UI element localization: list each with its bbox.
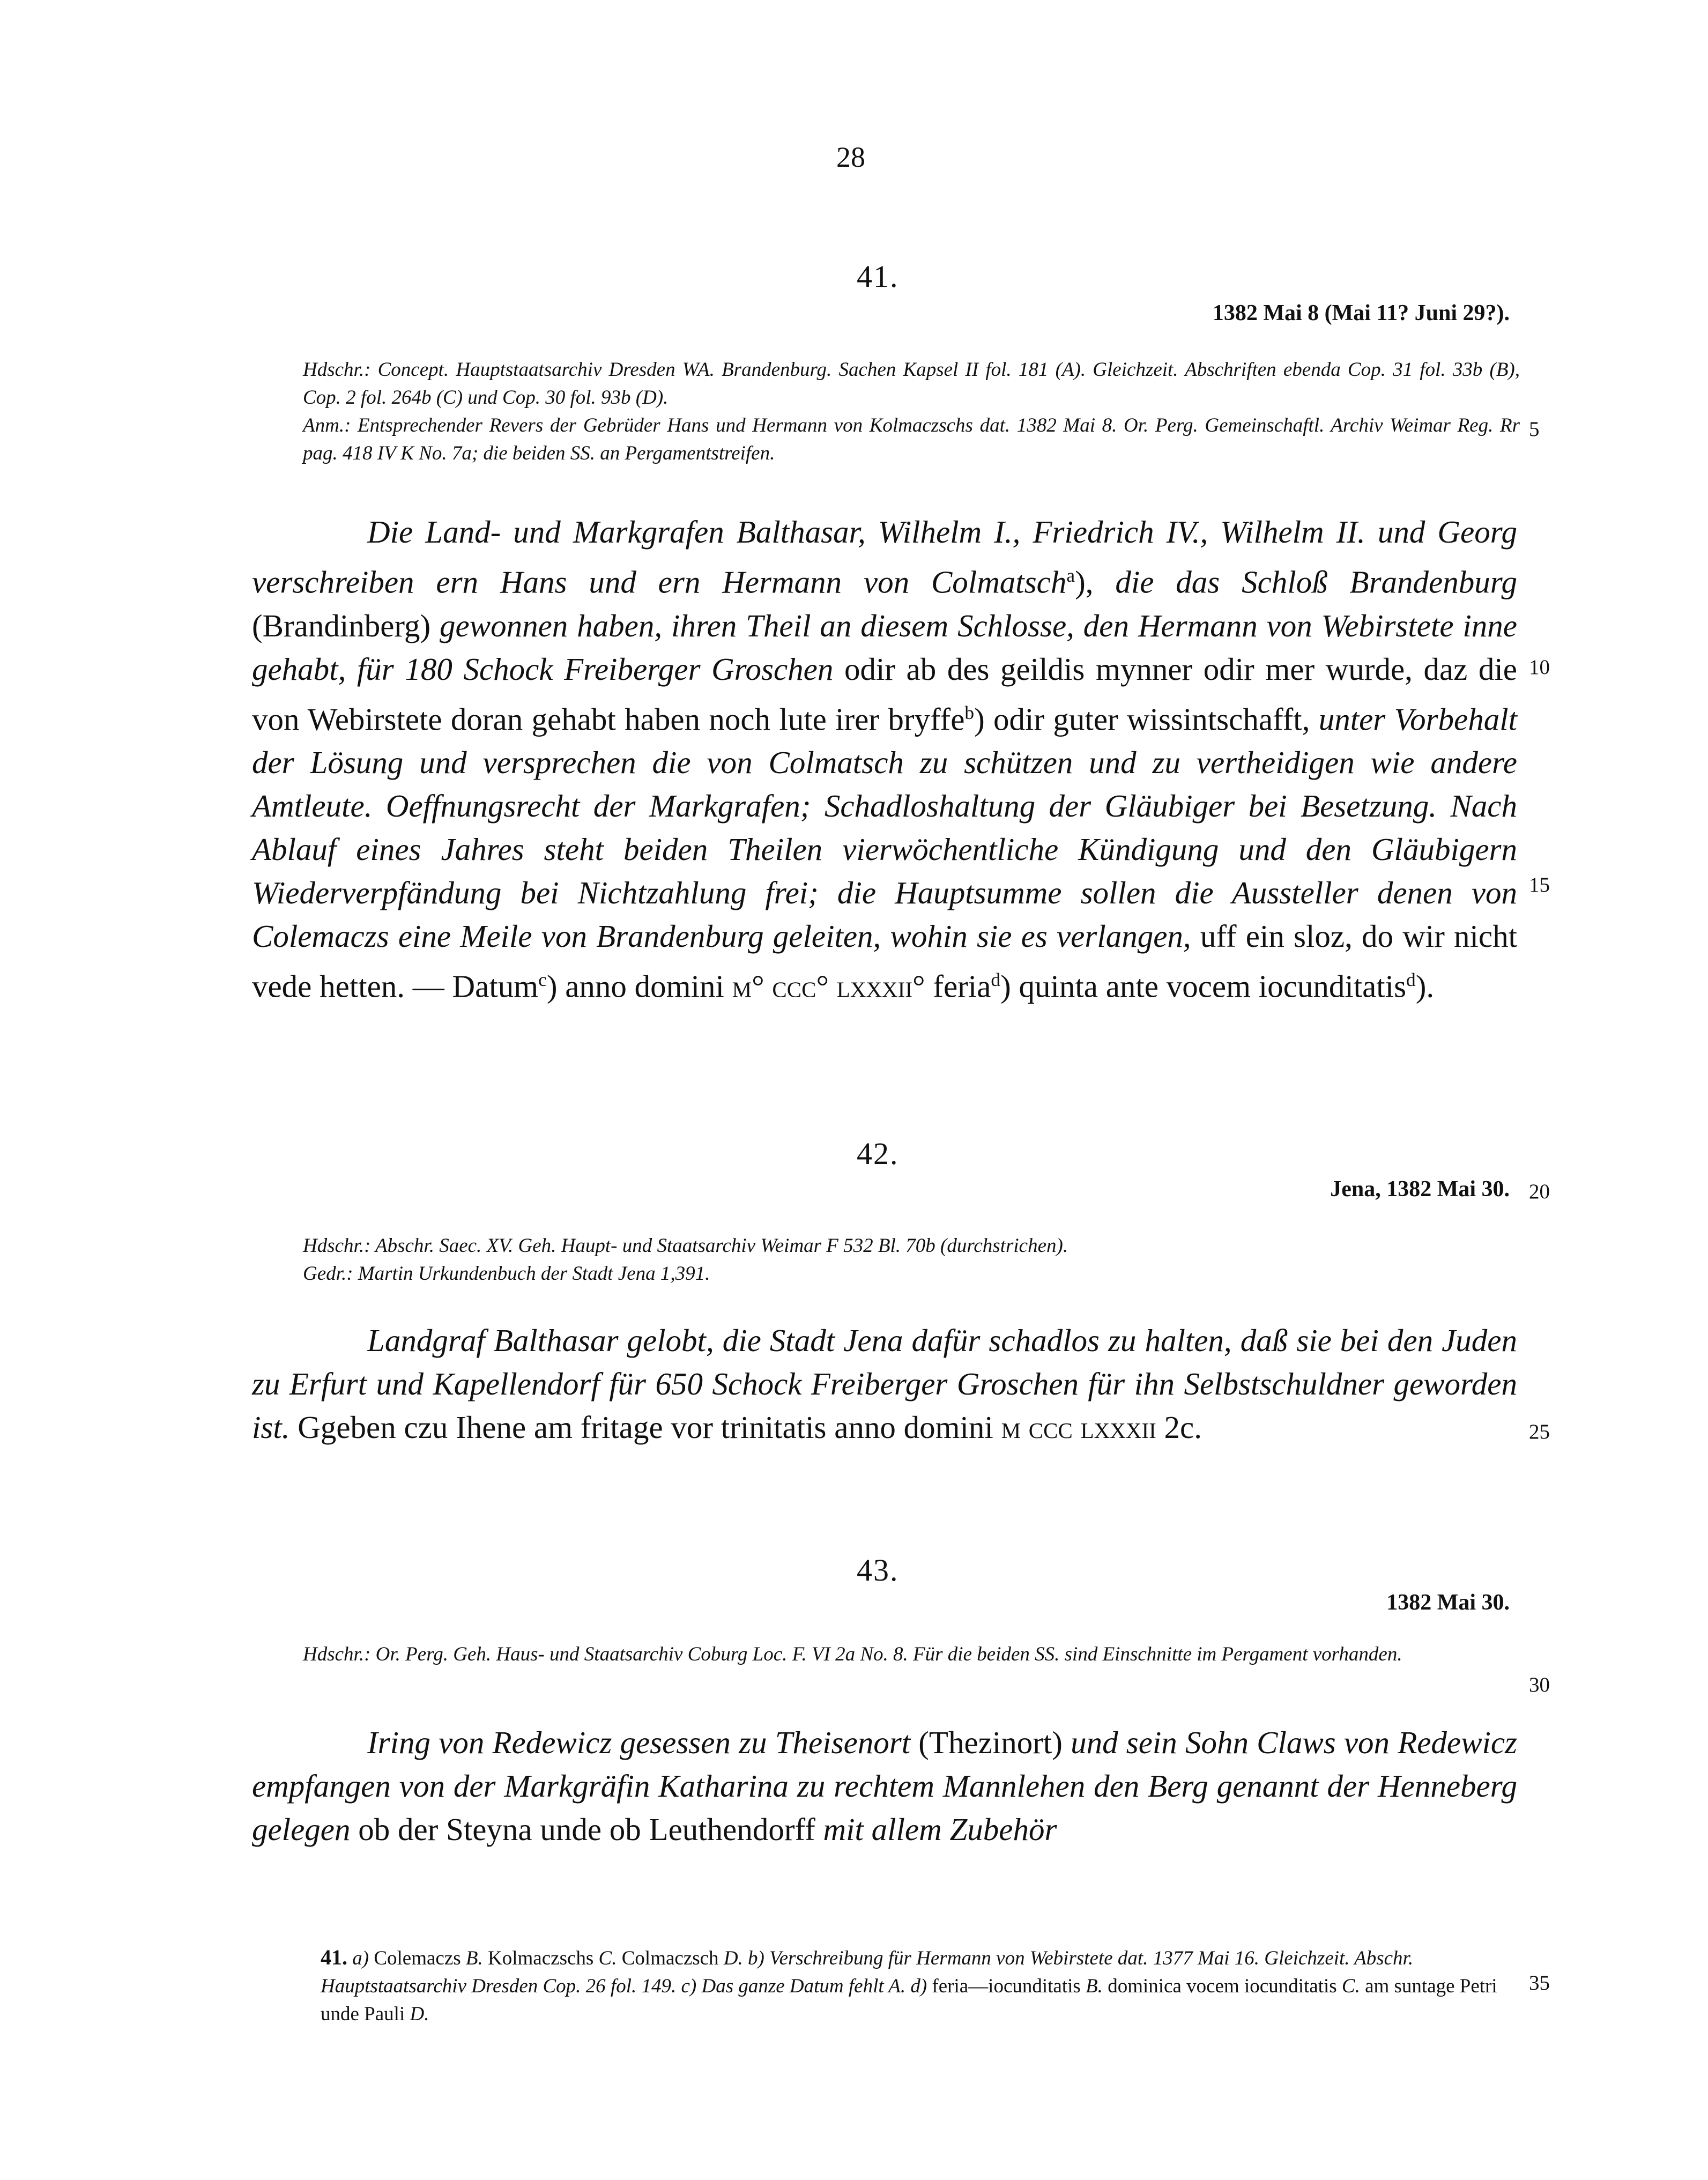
text-segment: die das Schloß Brandenburg xyxy=(1115,564,1518,600)
text-segment: ), xyxy=(1075,564,1116,600)
text-segment: C. xyxy=(598,1947,622,1969)
line-number-15: 15 xyxy=(1529,873,1550,896)
entry-42-text xyxy=(252,1319,1517,1449)
footnote-label: 41. xyxy=(321,1945,347,1969)
entry-42-number: 42. xyxy=(857,1136,899,1171)
text-segment: B. xyxy=(465,1947,488,1969)
footnote-text xyxy=(321,1944,1521,2028)
text-segment: ob der Steyna unde ob Leuthendorff xyxy=(358,1812,823,1847)
text-segment: m° ccc° lxxxii° xyxy=(732,968,925,1004)
text-segment: C. xyxy=(1341,1975,1365,1997)
footnote-body xyxy=(321,1947,1497,2025)
entry-42-print-note: Gedr.: Martin Urkundenbuch der Stadt Jena 1,391. xyxy=(303,1263,710,1285)
text-segment: Die Land- und Markgrafen Balthasar, Wilhelm I., Friedrich IV., Wilhelm II. und Georg verschreiben ern Hans und ern Hermann von Colmatsch xyxy=(252,514,1517,600)
text-segment: mit allem Zubehör xyxy=(823,1812,1057,1847)
text-segment: ) anno domini xyxy=(546,968,732,1004)
text-segment: Landgraf Balthasar gelobt, die Stadt Jena dafür schadlos zu halten, daß sie bei den Juden zu Erfurt und Kapellendorf für 650 Schock Freiberger Groschen für ihn Selbstschuldner geworden ist. xyxy=(252,1323,1517,1445)
text-segment: d xyxy=(1406,969,1416,991)
entry-43-body xyxy=(252,1721,1517,1851)
text-segment: Ggeben czu Ihene am fritage vor trinitatis anno domini xyxy=(298,1410,1001,1445)
text-segment: D. b) Verschreibung für Hermann von Webirstete dat. 1377 Mai 16. Gleichzeit. Abschr. Hauptstaatsarchiv Dresden Cop. 26 fol. 149. c) Das ganze Datum fehlt A. d) xyxy=(321,1947,1414,1997)
entry-42-date: Jena, 1382 Mai 30. xyxy=(1330,1177,1510,1202)
text-segment: a) xyxy=(352,1947,374,1969)
line-number-10: 10 xyxy=(1529,656,1550,679)
text-segment: D. xyxy=(410,2003,429,2025)
entry-42-body xyxy=(252,1319,1517,1449)
text-segment: odir ab des geildis mynner odir mer wurde, daz die von Webirstete doran gehabt haben noch lute irer bryffe xyxy=(252,651,1517,737)
entry-42-manuscript-note: Hdschr.: Abschr. Saec. XV. Geh. Haupt- und Staatsarchiv Weimar F 532 Bl. 70b (durchstrichen). xyxy=(303,1235,1068,1257)
entry-41-date: 1382 Mai 8 (Mai 11? Juni 29?). xyxy=(1212,301,1510,325)
text-segment: am suntage Petri unde Pauli xyxy=(321,1975,1497,2025)
text-segment: (Brandinberg) xyxy=(252,607,440,643)
text-segment: Kolmaczschs xyxy=(488,1947,599,1969)
text-segment: Colmaczsch xyxy=(621,1947,724,1969)
entry-43-number: 43. xyxy=(857,1553,899,1588)
text-segment: ) quinta ante vocem iocunditatis xyxy=(1000,968,1407,1004)
page-number: 28 xyxy=(836,141,865,173)
text-segment: (Thezinort) xyxy=(918,1725,1071,1760)
entry-43-manuscript-note: Hdschr.: Or. Perg. Geh. Haus- und Staatsarchiv Coburg Loc. F. VI 2a No. 8. Für die beiden SS. sind Einschnitte im Pergament vorhanden. xyxy=(303,1643,1402,1665)
text-segment: Iring von Redewicz gesessen zu Theisenort xyxy=(367,1725,919,1760)
footnotes xyxy=(321,1944,1521,2028)
text-segment: feria xyxy=(925,968,991,1004)
text-segment: m ccc lxxxii xyxy=(1001,1410,1156,1445)
text-segment: a xyxy=(1066,565,1075,586)
line-number-20: 20 xyxy=(1529,1180,1550,1203)
entry-41-number: 41. xyxy=(857,259,899,294)
text-segment: d xyxy=(991,969,1001,991)
text-segment: 2c. xyxy=(1156,1410,1202,1445)
entry-41-apparatus xyxy=(303,356,1520,468)
entry-41-text xyxy=(252,510,1517,1009)
text-segment: unter Vorbehalt der Lösung und versprechen die von Colmatsch zu schützen und zu vertheidigen wie andere Amtleute. Oeffnungsrecht der Markgrafen; Schadloshaltung der Gläubiger bei Besetzung. Nach Ablauf eines Jahres steht beiden Theilen vierwöchentliche Kündigung und den Gläubigern Wiederverpfändung bei Nichtzahlung frei; die Hauptsumme sollen die Aussteller denen von Colemaczs eine Meile von Brandenburg geleiten, wohin sie es verlangen, xyxy=(252,701,1517,954)
text-segment: gewonnen haben, ihren Theil an diesem Schlosse, den Hermann von Webirstete inne gehabt, für 180 Schock Freiberger Groschen xyxy=(252,607,1517,687)
text-segment: feria—iocunditatis xyxy=(932,1975,1086,1997)
text-segment: uff ein sloz, do wir nicht vede hetten. — Datum xyxy=(252,918,1518,1004)
entry-42-apparatus xyxy=(303,1232,1520,1288)
text-segment: dominica vocem iocunditatis xyxy=(1108,1975,1342,1997)
entry-43-apparatus xyxy=(303,1641,1520,1669)
line-number-25: 25 xyxy=(1529,1420,1550,1443)
text-segment: B. xyxy=(1086,1975,1108,1997)
entry-41-remark: Anm.: Entsprechender Revers der Gebrüder Hans und Hermann von Kolmaczschs dat. 1382 Mai 8. Or. Perg. Gemeinschaftl. Archiv Weimar Reg. Rr pag. 418 IV K No. 7a; die beiden SS. an Pergamentstreifen. xyxy=(303,414,1520,464)
text-segment: b xyxy=(964,701,975,723)
text-segment: ) odir guter wissintschafft, xyxy=(974,701,1319,737)
entry-41-manuscript-note: Hdschr.: Concept. Hauptstaatsarchiv Dresden WA. Brandenburg. Sachen Kapsel II fol. 181 (A). Gleichzeit. Abschriften ebenda Cop. 31 fol. 33b (B), Cop. 2 fol. 264b (C) und Cop. 30 fol. 93b (D). xyxy=(303,359,1520,409)
entry-41-body xyxy=(252,510,1517,1009)
text-segment: und sein Sohn Claws von Redewicz empfangen von der Markgräfin Katharina zu rechtem Mannlehen den Berg genannt der Henneberg gelegen xyxy=(252,1725,1518,1847)
text-segment: Colemaczs xyxy=(374,1947,466,1969)
text-segment: ). xyxy=(1415,968,1435,1004)
text-segment: c xyxy=(538,969,547,991)
line-number-30: 30 xyxy=(1529,1673,1550,1696)
entry-43-date: 1382 Mai 30. xyxy=(1386,1590,1510,1615)
line-number-35: 35 xyxy=(1529,1971,1550,1994)
entry-43-text xyxy=(252,1721,1517,1851)
line-number-5: 5 xyxy=(1529,418,1540,441)
